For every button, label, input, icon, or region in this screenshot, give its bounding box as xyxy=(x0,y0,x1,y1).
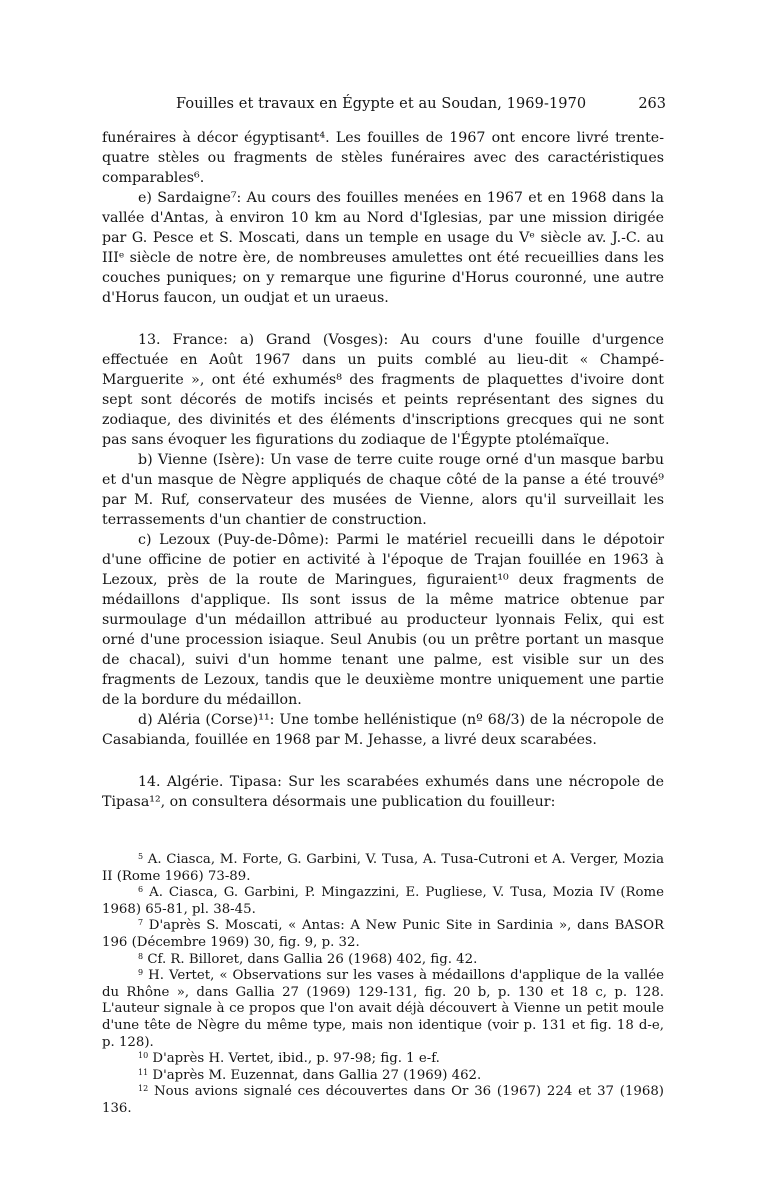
running-title: Fouilles et travaux en Égypte et au Soudan, 1969-1970 xyxy=(176,96,587,112)
footnote-text: A. Ciasca, G. Garbini, P. Mingazzini, E. Pugliese, V. Tusa, Mozia IV (Rome 1968) 65-81, pl. 38-45. xyxy=(102,885,664,917)
footnote-7 xyxy=(102,918,664,951)
paragraph-p7: 14. Algérie. Tipasa: Sur les scarabées exhumés dans une nécropole de Tipasa¹², on consultera désormais une publication du fouilleur: xyxy=(102,774,664,810)
footnote-11 xyxy=(102,1068,664,1085)
footnote-12 xyxy=(102,1084,664,1117)
footnote-10 xyxy=(102,1051,664,1068)
footnote-8 xyxy=(102,952,664,969)
footnote-text: Cf. R. Billoret, dans Gallia 26 (1968) 402, fig. 42. xyxy=(143,951,478,967)
paragraph-p5: c) Lezoux (Puy-de-Dôme): Parmi le matériel recueilli dans le dépotoir d'une officine de potier en activité à l'époque de Trajan fouillée en 1963 à Lezoux, près de la route de Maringues, figuraient¹⁰ deux fragments de médaillons d'applique. Ils sont issus de la même matrice obtenue par surmoulage d'un médaillon attribué au producteur lyonnais Felix, qui est orné d'une procession isiaque. Seul Anubis (ou un prêtre portant un masque de chacal), suivi d'un homme tenant une palme, est visible sur un des fragments de Lezoux, tandis que le deuxième montre uniquement une partie de la bordure du médaillon. xyxy=(102,532,664,708)
footnote-number: 10 xyxy=(138,1051,149,1061)
footnote-text: D'après H. Vertet, ibid., p. 97-98; fig. 1 e-f. xyxy=(148,1051,440,1067)
footnote-6 xyxy=(102,885,664,918)
footnote-5 xyxy=(102,852,664,885)
footnote-text: A. Ciasca, M. Forte, G. Garbini, V. Tusa, A. Tusa-Cutroni et A. Verger, Mozia II (Rome 1966) 73-89. xyxy=(102,852,664,884)
footnote-text: H. Vertet, « Observations sur les vases à médaillons d'applique de la vallée du Rhône », dans Gallia 27 (1969) 129-131, fig. 20 b, p. 130 et 18 c, p. 128. L'auteur signale à ce propos que l'on avait déjà découvert à Vienne un petit moule d'une tête de Nègre du même type, mais non identique (voir p. 131 et fig. 18 d-e, p. 128). xyxy=(102,968,664,1050)
main-text xyxy=(102,128,664,812)
footnote-number: 5 xyxy=(138,852,144,861)
paragraph-p3: 13. France: a) Grand (Vosges): Au cours d'une fouille d'urgence effectuée en Août 1967 dans un puits comblé au lieu-dit « Champé-Marguerite », ont été exhumés⁸ des fragments de plaquettes d'ivoire dont sept sont décorés de motifs incisés et peints représentant des signes du zodiaque, des divinités et des éléments d'inscriptions grecques qui ne sont pas sans évoquer les figurations du zodiaque de l'Égypte ptolémaïque. xyxy=(102,332,664,448)
section-gap xyxy=(102,308,664,330)
paragraph-p6: d) Aléria (Corse)¹¹: Une tombe hellénistique (nº 68/3) de la nécropole de Casabianda, fouillée en 1968 par M. Jehasse, a livré deux scarabées. xyxy=(102,712,664,748)
footnote-text: D'après S. Moscati, « Antas: A New Punic Site in Sardinia », dans BASOR 196 (Décembre 1969) 30, fig. 9, p. 32. xyxy=(102,918,664,950)
running-header xyxy=(176,96,666,118)
footnote-text: Nous avions signalé ces découvertes dans Or 36 (1967) 224 et 37 (1968) 136. xyxy=(102,1084,664,1116)
footnote-number: 9 xyxy=(138,968,144,978)
footnote-number: 7 xyxy=(138,918,144,928)
page-number: 263 xyxy=(638,96,666,112)
paragraph-p1: funéraires à décor égyptisant⁴. Les fouilles de 1967 ont encore livré trente-quatre stèles ou fragments de stèles funéraires avec des caractéristiques comparables⁶. xyxy=(102,130,664,186)
paragraph-p2: e) Sardaigne⁷: Au cours des fouilles menées en 1967 et en 1968 dans la vallée d'Antas, à environ 10 km au Nord d'Iglesias, par une mission dirigée par G. Pesce et S. Moscati, dans un temple en usage du Vᵉ siècle av. J.-C. au IIIᵉ siècle de notre ère, de nombreuses amulettes ont été recueillies dans les couches puniques; on y remarque une figurine d'Horus couronné, une autre d'Horus faucon, un oudjat et un uraeus. xyxy=(102,190,664,306)
footnote-number: 12 xyxy=(138,1084,149,1094)
footnote-number: 11 xyxy=(138,1067,149,1077)
section-gap xyxy=(102,750,664,772)
footnote-9 xyxy=(102,968,664,1051)
footnote-text: D'après M. Euzennat, dans Gallia 27 (1969) 462. xyxy=(148,1067,482,1083)
footnote-number: 8 xyxy=(138,951,144,961)
footnote-number: 6 xyxy=(138,885,144,895)
footnotes xyxy=(102,852,664,1118)
paragraph-p4: b) Vienne (Isère): Un vase de terre cuite rouge orné d'un masque barbu et d'un masque de Nègre appliqués de chaque côté de la panse a été trouvé⁹ par M. Ruf, conservateur des musées de Vienne, alors qu'il surveillait les terrassements d'un chantier de construction. xyxy=(102,452,664,528)
